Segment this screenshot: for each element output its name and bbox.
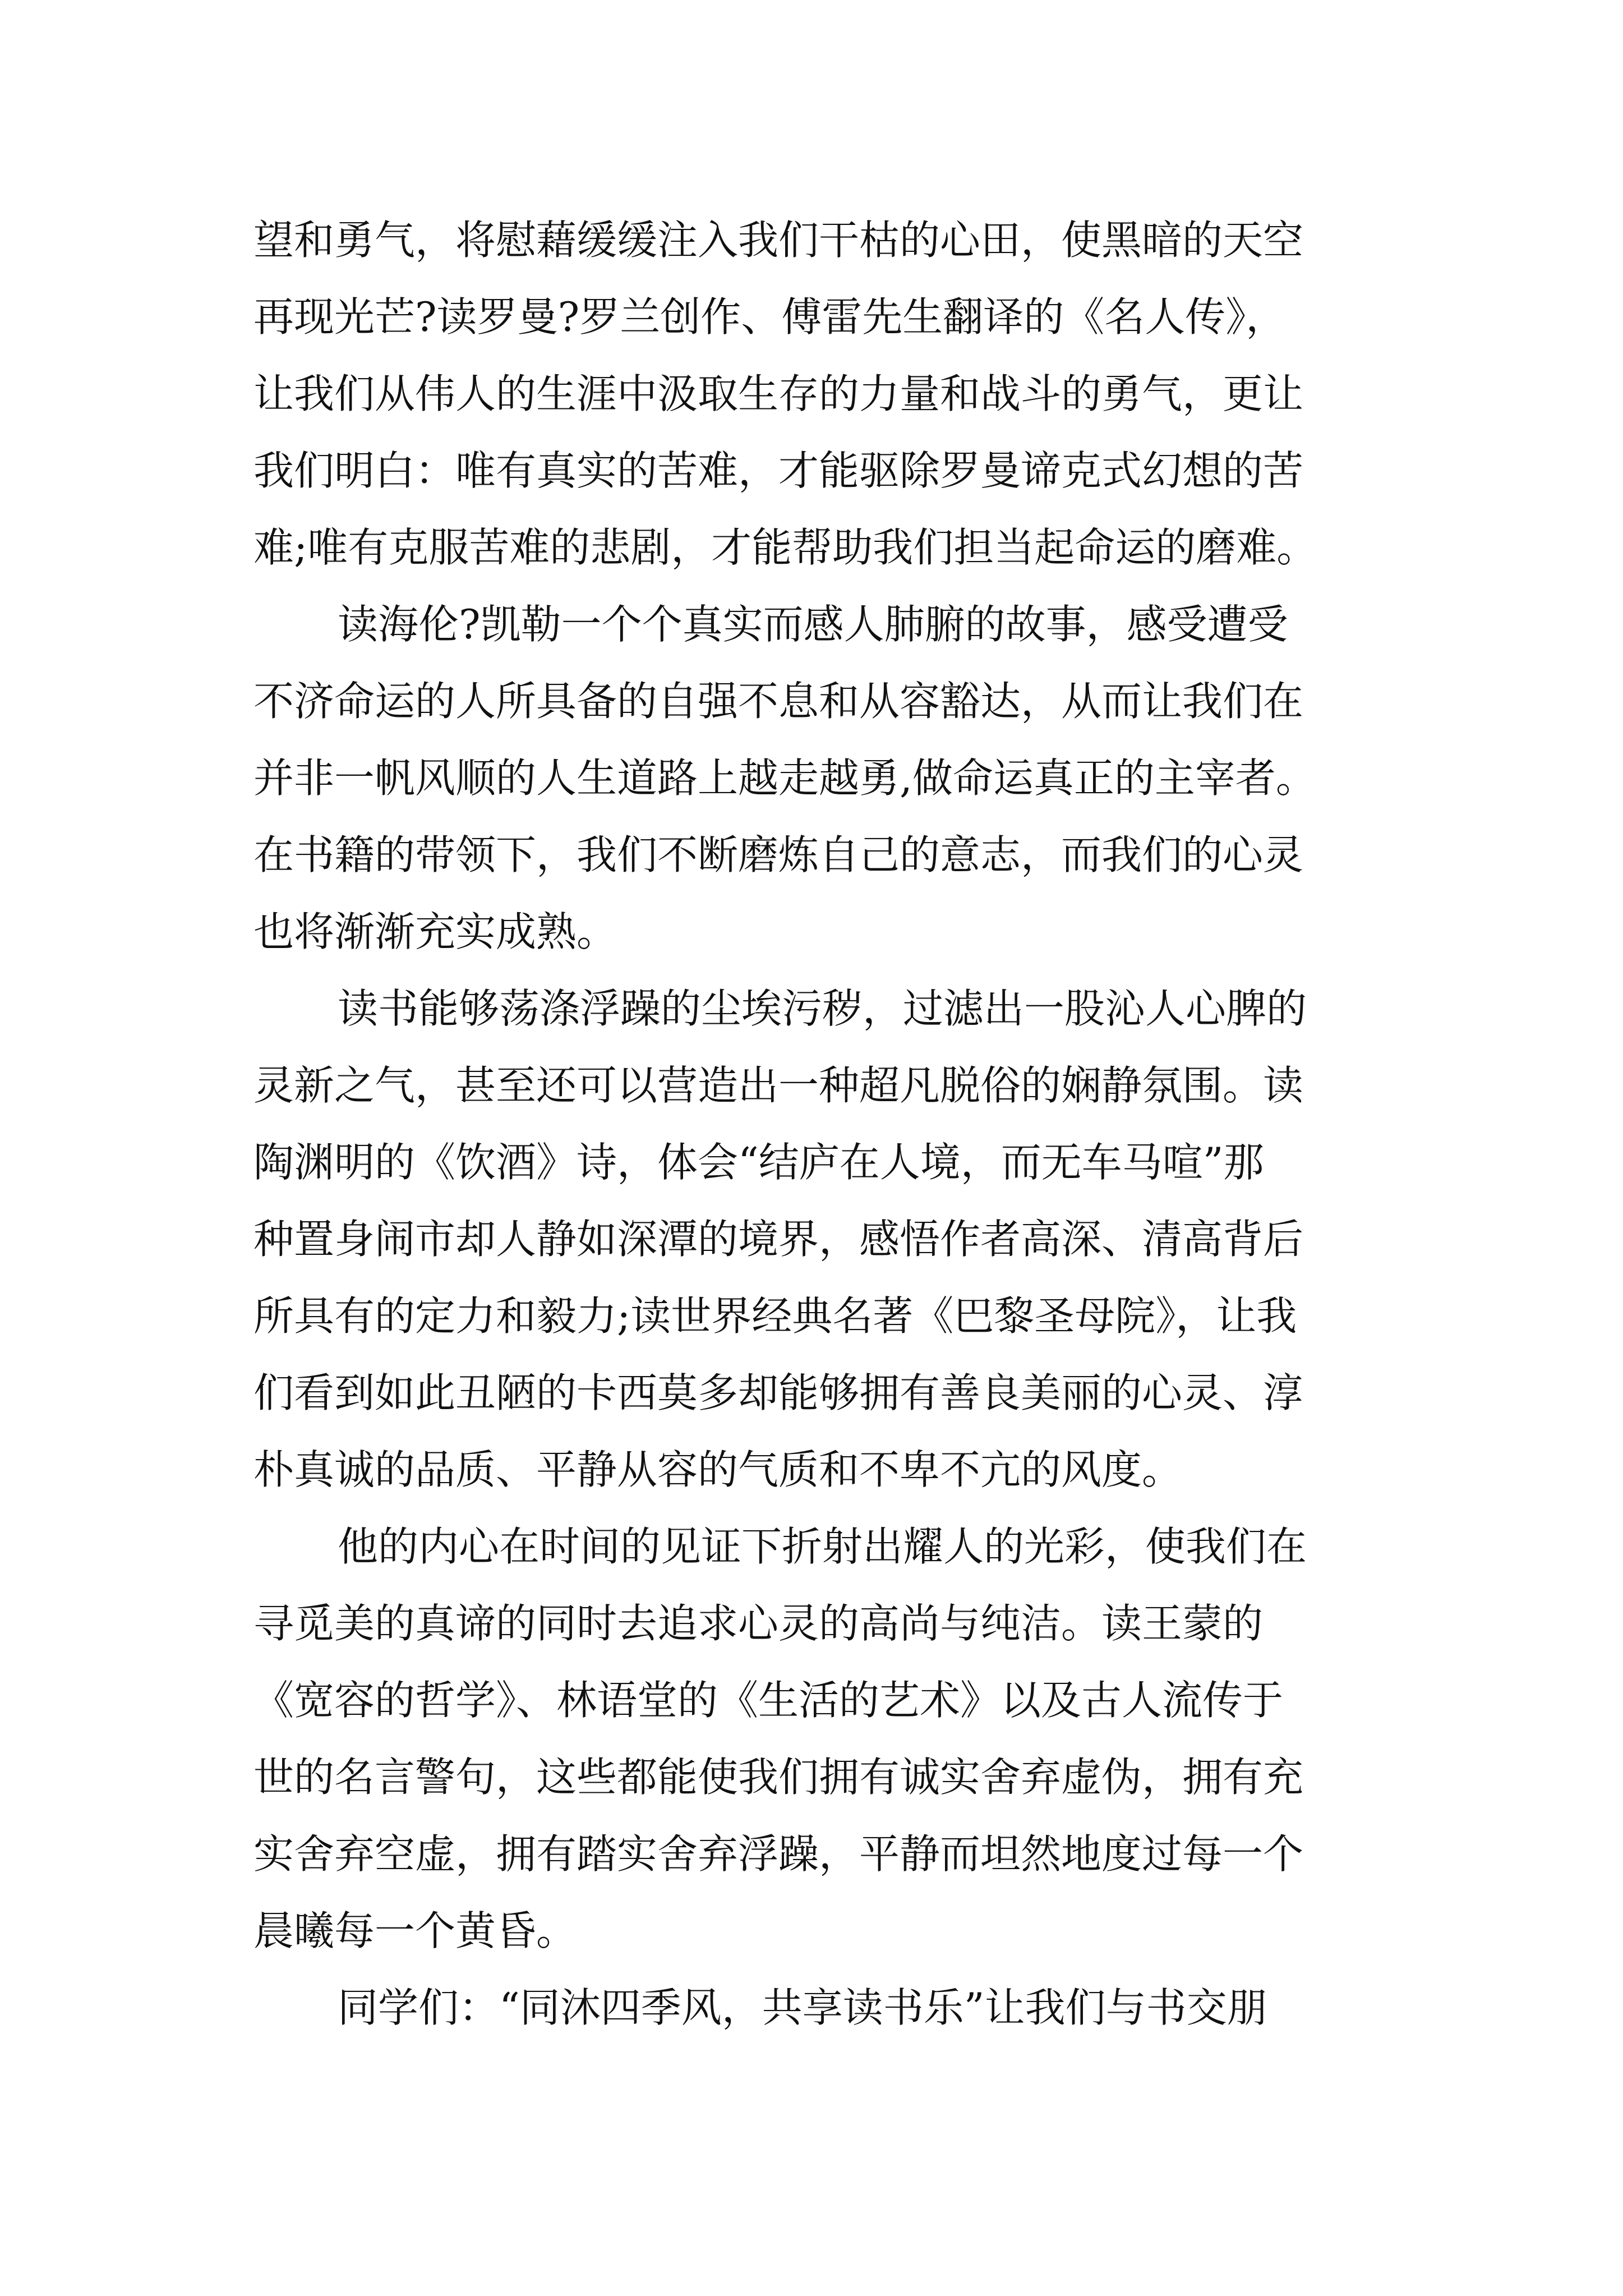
- text-line: 种置身闹市却人静如深潭的境界，感悟作者高深、清高背后: [253, 1216, 1304, 1263]
- text-line: 陶渊明的《饮酒》诗，体会“结庐在人境，而无车马喧”那: [253, 1139, 1264, 1186]
- text-line: 灵新之气，甚至还可以营造出一种超凡脱俗的娴静氛围。读: [253, 1062, 1304, 1109]
- text-line: 朴真诚的品质、平静从容的气质和不卑不亢的风度。: [253, 1446, 1183, 1493]
- text-line: 我们明白：唯有真实的苦难，才能驱除罗曼谛克式幻想的苦: [253, 447, 1304, 494]
- text-line: 让我们从伟人的生涯中汲取生存的力量和战斗的勇气，更让: [253, 370, 1304, 417]
- text-line: 晨曦每一个黄昏。: [253, 1907, 577, 1954]
- text-line: 实舍弃空虚，拥有踏实舍弃浮躁，平静而坦然地度过每一个: [253, 1830, 1304, 1878]
- text-line: 不济命运的人所具备的自强不息和从容豁达，从而让我们在: [253, 678, 1304, 725]
- paragraph-first-line: 同学们：“同沐四季风，共享读书乐”让我们与书交朋: [338, 1984, 1267, 2031]
- text-line: 们看到如此丑陋的卡西莫多却能够拥有善良美丽的心灵、淳: [253, 1369, 1304, 1416]
- text-line: 并非一帆风顺的人生道路上越走越勇,做命运真正的主宰者。: [253, 754, 1316, 802]
- text-line: 在书籍的带领下，我们不断磨炼自己的意志，而我们的心灵: [253, 831, 1304, 878]
- text-line: 再现光芒?读罗曼?罗兰创作、傅雷先生翻译的《名人传》，: [253, 293, 1287, 341]
- paragraph-first-line: 读海伦?凯勒一个个真实而感人肺腑的故事，感受遭受: [338, 601, 1288, 648]
- text-line: 难;唯有克服苦难的悲剧，才能帮助我们担当起命运的磨难。: [253, 524, 1317, 571]
- text-line: 《宽容的哲学》、林语堂的《生活的艺术》以及古人流传于: [253, 1677, 1284, 1724]
- paragraph-first-line: 读书能够荡涤浮躁的尘埃污秽，过滤出一股沁人心脾的: [338, 985, 1307, 1032]
- body-text: [253, 202, 1398, 2046]
- text-line: 望和勇气，将慰藉缓缓注入我们干枯的心田，使黑暗的天空: [253, 217, 1304, 264]
- text-line: 所具有的定力和毅力;读世界经典名著《巴黎圣母院》，让我: [253, 1292, 1297, 1340]
- text-line: 寻觅美的真谛的同时去追求心灵的高尚与纯洁。读王蒙的: [253, 1600, 1264, 1647]
- text-line: 也将渐渐充实成熟。: [253, 908, 617, 955]
- paragraph-first-line: 他的内心在时间的见证下折射出耀人的光彩，使我们在: [338, 1523, 1307, 1570]
- text-line: 世的名言警句，这些都能使我们拥有诚实舍弃虚伪，拥有充: [253, 1754, 1304, 1801]
